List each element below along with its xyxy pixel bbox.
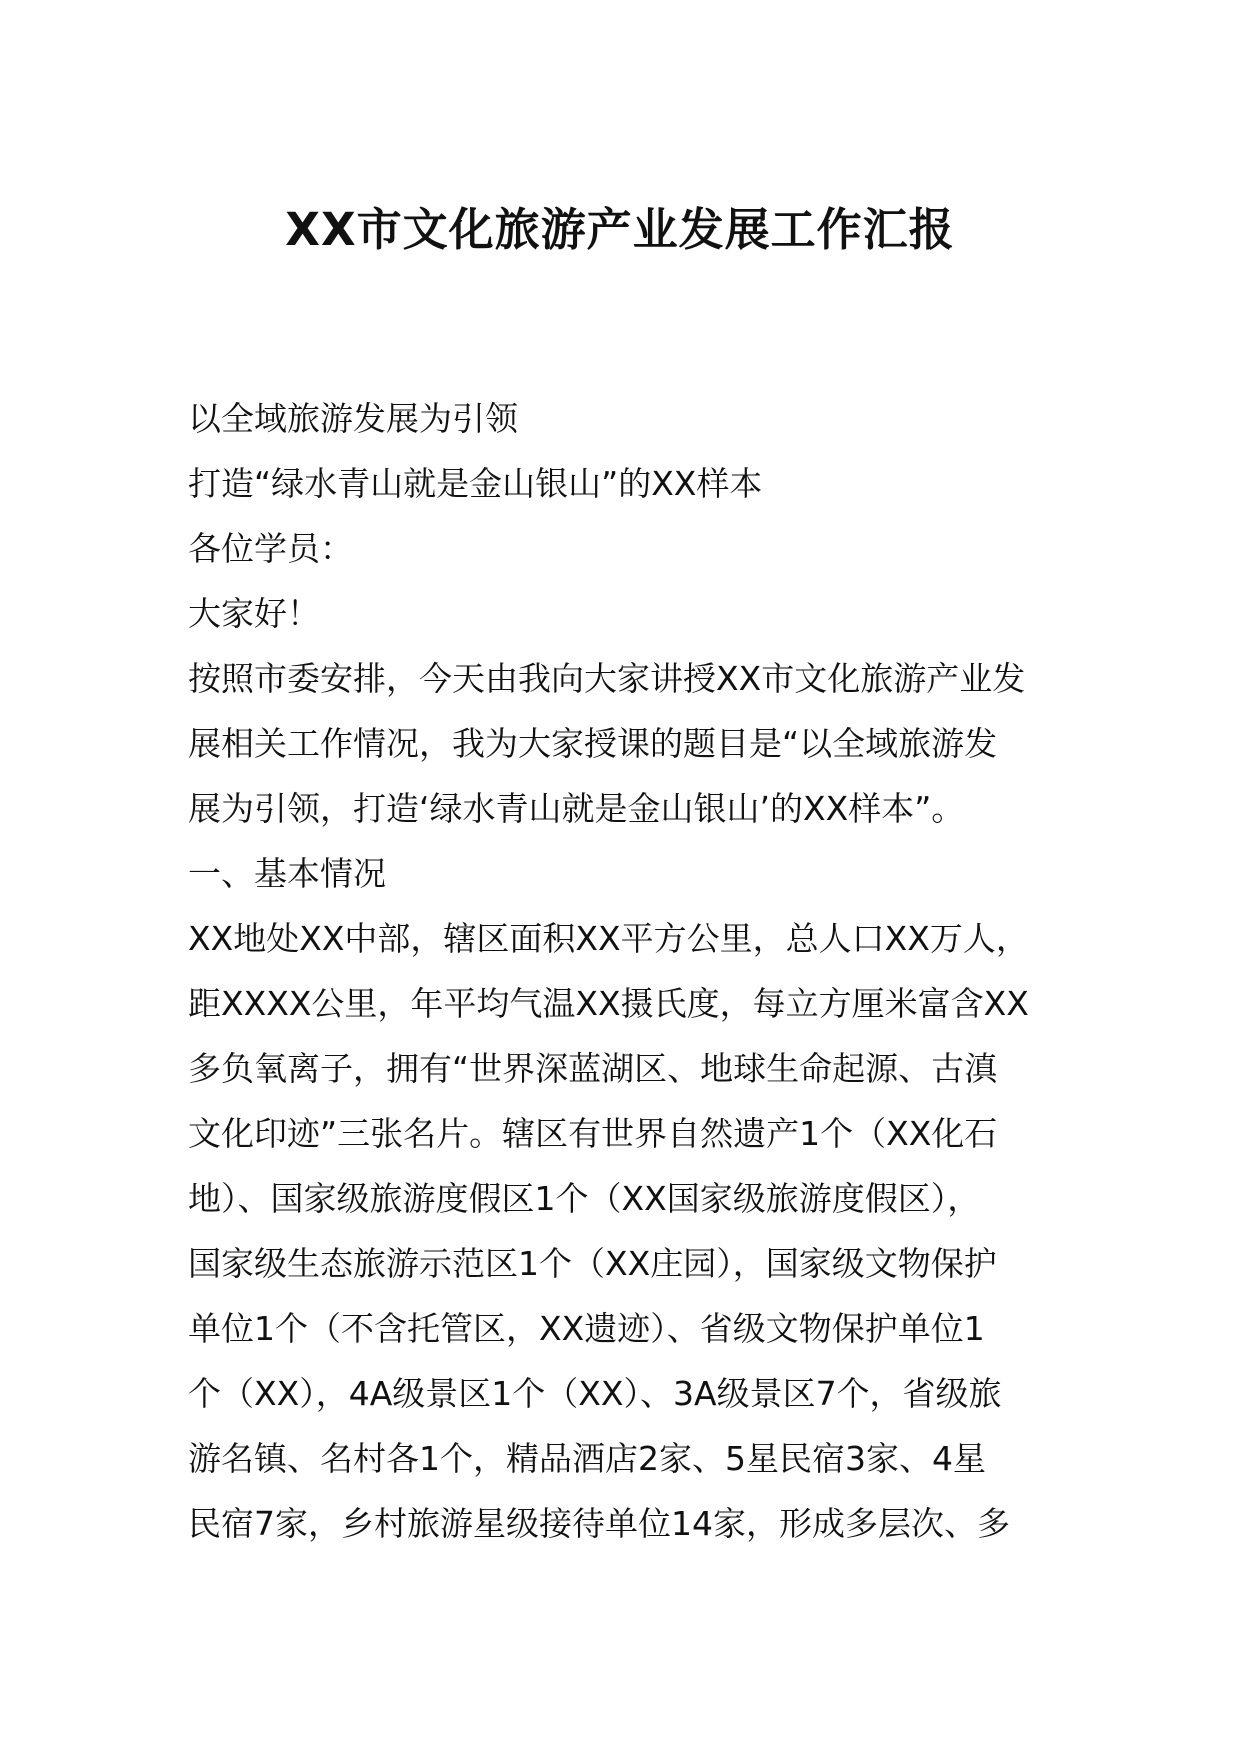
document-title: XX市文化旅游产业发展工作汇报 [285,203,955,256]
body-line: 展相关工作情况，我为大家授课的题目是“以全域旅游发 [188,724,998,763]
body-line: 游名镇、名村各1个，精品酒店2家、5星民宿3家、4星 [188,1439,986,1478]
subtitle-line-1: 以全域旅游发展为引领 [188,399,518,438]
section-heading: 一、基本情况 [188,854,386,893]
body-line: XX地处XX中部，辖区面积XX平方公里，总人口XX万人， [188,919,1029,958]
body-line: 展为引领，打造‘绿水青山就是金山银山’的XX样本”。 [188,789,965,828]
body-line: 单位1个（不含托管区，XX遗迹）、省级文物保护单位1 [188,1309,985,1348]
body-line: 地）、国家级旅游度假区1个（XX国家级旅游度假区）， [188,1179,981,1218]
document-body [188,386,1068,1556]
body-line: 个（XX），4A级景区1个（XX）、3A级景区7个，省级旅 [188,1374,1002,1413]
body-line: 民宿7家，乡村旅游星级接待单位14家，形成多层次、多 [188,1504,1010,1543]
body-line: 文化印迹”三张名片。辖区有世界自然遗产1个（XX化石 [188,1114,998,1153]
subtitle-line-2: 打造“绿水青山就是金山银山”的XX样本 [188,464,763,503]
body-line: 国家级生态旅游示范区1个（XX庄园），国家级文物保护 [188,1244,997,1283]
greeting: 大家好！ [188,594,320,633]
body-line: 多负氧离子，拥有“世界深蓝湖区、地球生命起源、古滇 [188,1049,998,1088]
body-line: 距XXXX公里，年平均气温XX摄氏度，每立方厘米富含XX [188,984,1029,1023]
body-line: 按照市委安排，今天由我向大家讲授XX市文化旅游产业发 [188,659,1026,698]
salutation: 各位学员： [188,529,353,568]
